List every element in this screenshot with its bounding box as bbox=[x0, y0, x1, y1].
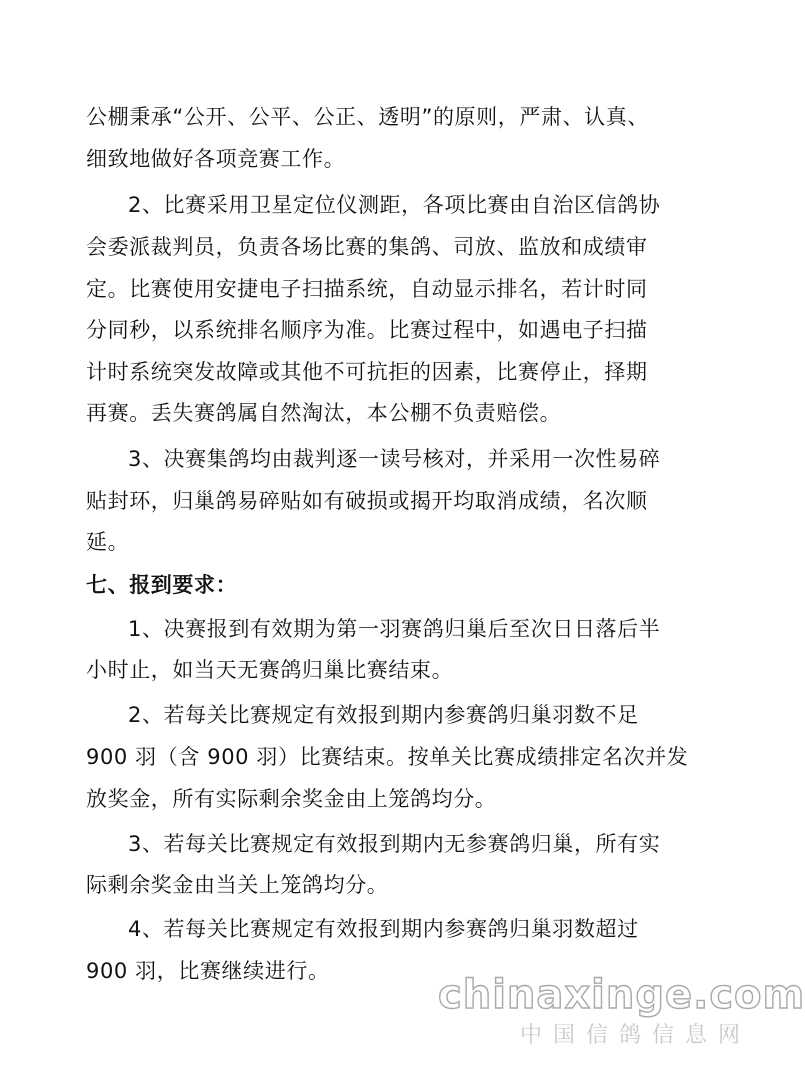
text-line: 900 羽（含 900 羽）比赛结束。按单关比赛成绩排定名次并发 bbox=[86, 745, 689, 769]
text-line: 会委派裁判员，负责各场比赛的集鸽、司放、监放和成绩审 bbox=[86, 235, 648, 259]
text-line: 3、若每关比赛规定有效报到期内无参赛鸽归巢，所有实 bbox=[128, 832, 661, 856]
watermark-site: chinaxinge.com bbox=[438, 972, 805, 1018]
text-line: 计时系统突发故障或其他不可抗拒的因素，比赛停止，择期 bbox=[86, 360, 648, 384]
text-line: 2、若每关比赛规定有效报到期内参赛鸽归巢羽数不足 bbox=[128, 703, 639, 727]
text-line: 公棚秉承“公开、公平、公正、透明”的原则，严肃、认真、 bbox=[86, 105, 649, 129]
text-line: 贴封环，归巢鸽易碎贴如有破损或揭开均取消成绩，名次顺 bbox=[86, 489, 648, 513]
text-line: 细致地做好各项竞赛工作。 bbox=[86, 147, 346, 171]
watermark-name: 中国信鸽信息网 bbox=[520, 1023, 752, 1048]
text-line: 延。 bbox=[86, 530, 130, 554]
text-line: 4、若每关比赛规定有效报到期内参赛鸽归巢羽数超过 bbox=[128, 917, 639, 941]
text-line: 900 羽，比赛继续进行。 bbox=[86, 959, 330, 983]
text-line: 1、决赛报到有效期为第一羽赛鸽归巢后至次日日落后半 bbox=[128, 617, 661, 641]
text-line: 2、比赛采用卫星定位仪测距，各项比赛由自治区信鸽协 bbox=[128, 193, 661, 217]
text-line: 放奖金，所有实际剩余奖金由上笼鸽均分。 bbox=[86, 787, 497, 811]
text-line: 再赛。丢失赛鸽属自然淘汰，本公棚不负责赔偿。 bbox=[86, 401, 562, 425]
text-line: 3、决赛集鸽均由裁判逐一读号核对，并采用一次性易碎 bbox=[128, 447, 661, 471]
section-heading: 七、报到要求： bbox=[86, 573, 238, 597]
text-line: 际剩余奖金由当关上笼鸽均分。 bbox=[86, 873, 389, 897]
text-line: 分同秒，以系统排名顺序为准。比赛过程中，如遇电子扫描 bbox=[86, 318, 648, 342]
text-line: 小时止，如当天无赛鸽归巢比赛结束。 bbox=[86, 658, 454, 682]
text-line: 定。比赛使用安捷电子扫描系统，自动显示排名，若计时同 bbox=[86, 277, 648, 301]
